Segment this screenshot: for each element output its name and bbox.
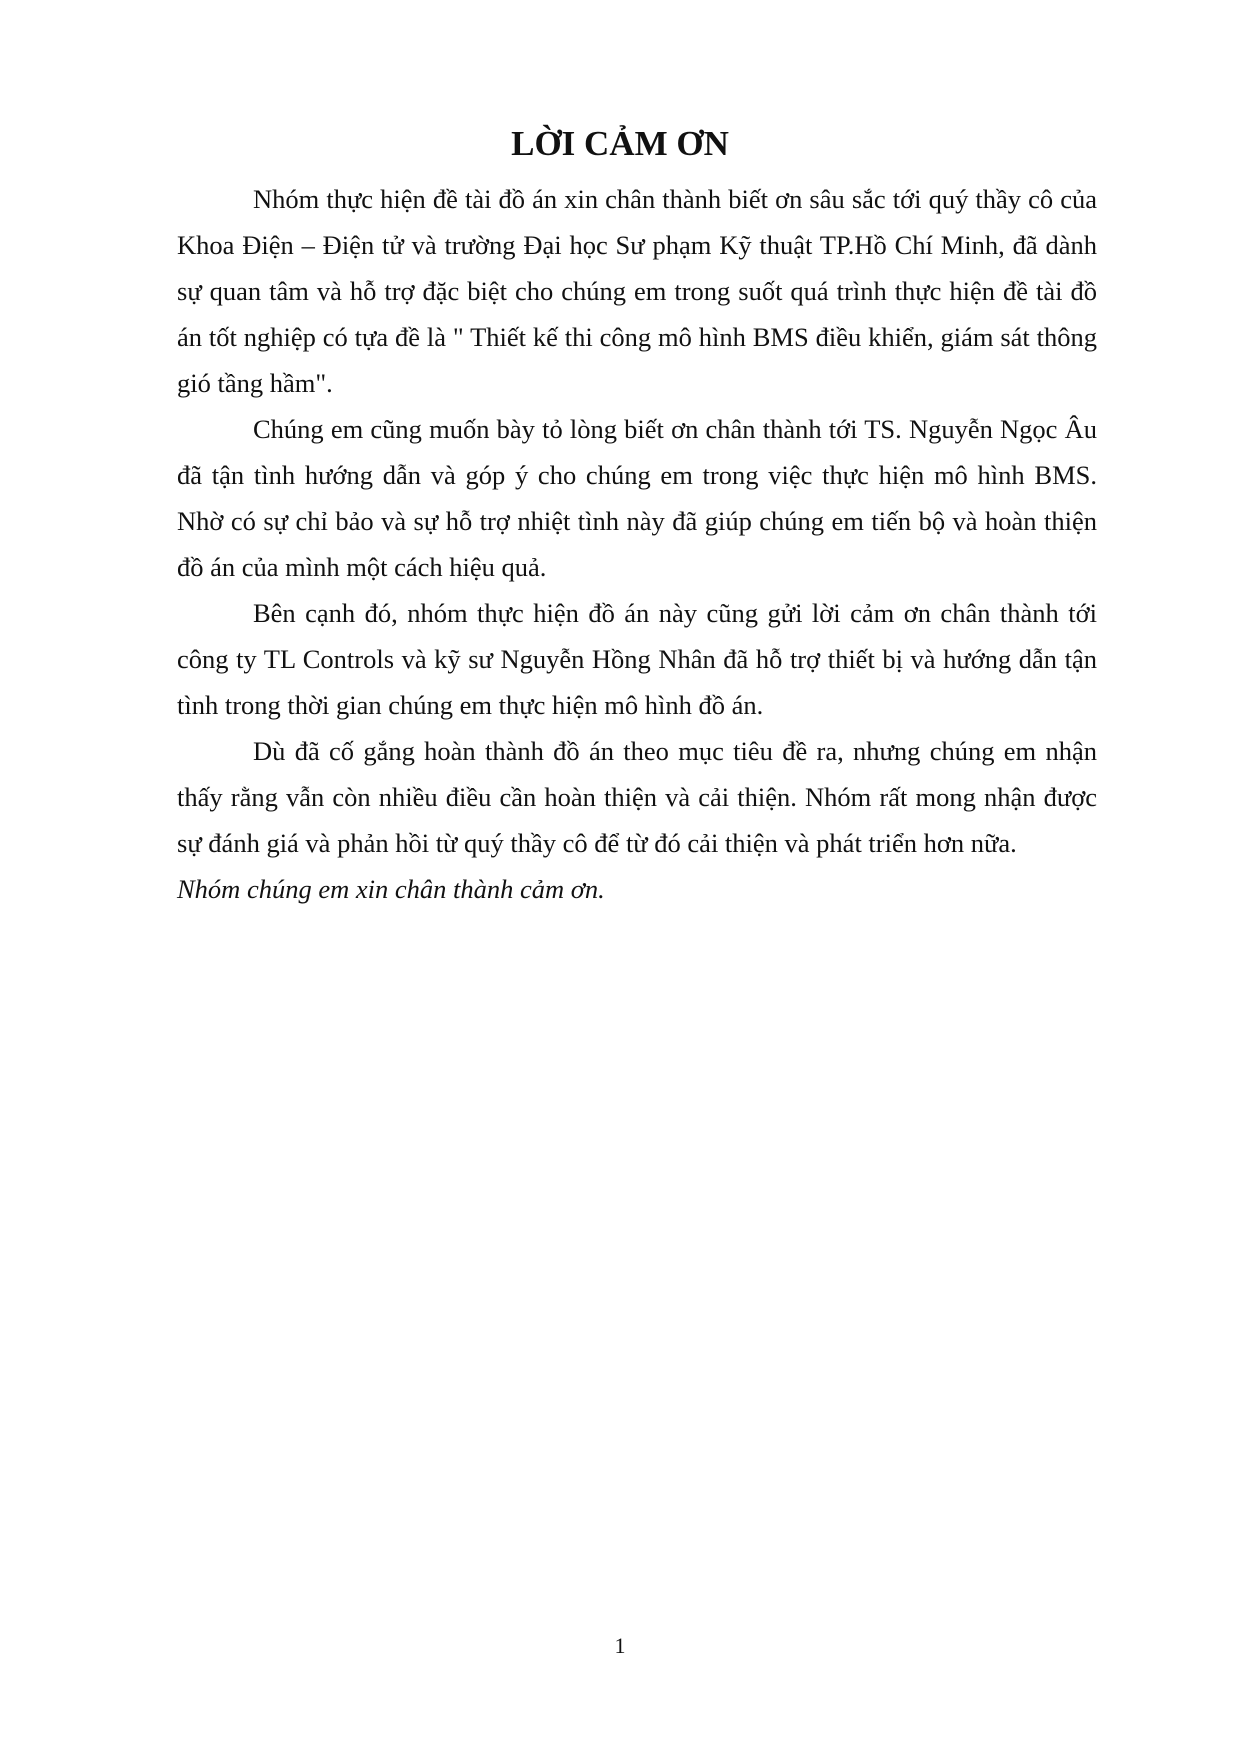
acknowledgement-body: [177, 176, 1097, 912]
paragraph-gratitude-faculty: Nhóm thực hiện đề tài đồ án xin chân thành biết ơn sâu sắc tới quý thầy cô của Khoa Điện – Điện tử và trường Đại học Sư phạm Kỹ thuật TP.Hồ Chí Minh, đã dành sự quan tâm và hỗ trợ đặc biệt cho chúng em trong suốt quá trình thực hiện đề tài đồ án tốt nghiệp có tựa đề là " Thiết kế thi công mô hình BMS điều khiển, giám sát thông gió tầng hầm".: [177, 184, 1097, 398]
closing-line: Nhóm chúng em xin chân thành cảm ơn.: [177, 874, 605, 904]
paragraph-feedback-request: Dù đã cố gắng hoàn thành đồ án theo mục tiêu đề ra, nhưng chúng em nhận thấy rằng vẫn còn nhiều điều cần hoàn thiện và cải thiện. Nhóm rất mong nhận được sự đánh giá và phản hồi từ quý thầy cô để từ đó cải thiện và phát triển hơn nữa.: [177, 736, 1097, 858]
page-number: 1: [614, 1633, 626, 1658]
paragraph-gratitude-advisor: Chúng em cũng muốn bày tỏ lòng biết ơn chân thành tới TS. Nguyễn Ngọc Âu đã tận tình hướng dẫn và góp ý cho chúng em trong việc thực hiện mô hình BMS. Nhờ có sự chỉ bảo và sự hỗ trợ nhiệt tình này đã giúp chúng em tiến bộ và hoàn thiện đồ án của mình một cách hiệu quả.: [177, 414, 1097, 582]
page-title: LỜI CẢM ƠN: [511, 124, 729, 163]
paragraph-gratitude-company: Bên cạnh đó, nhóm thực hiện đồ án này cũng gửi lời cảm ơn chân thành tới công ty TL Controls và kỹ sư Nguyễn Hồng Nhân đã hỗ trợ thiết bị và hướng dẫn tận tình trong thời gian chúng em thực hiện mô hình đồ án.: [177, 598, 1097, 720]
